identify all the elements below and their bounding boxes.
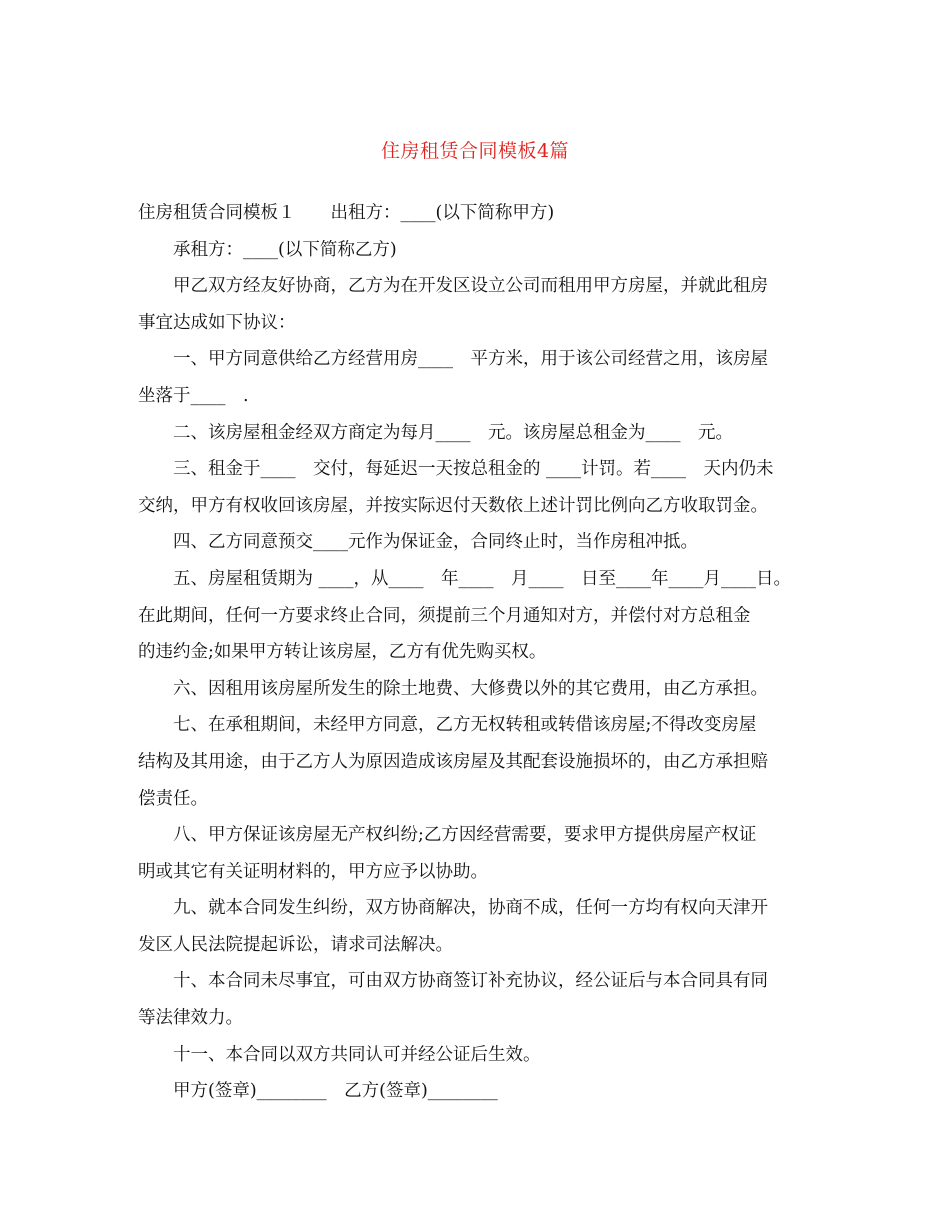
paragraph-line: 偿责任。 (138, 788, 208, 809)
signature-line: 甲方(签章)________ 乙方(签章)________ (173, 1081, 498, 1102)
paragraph-line: 明或其它有关证明材料的，甲方应予以协助。 (138, 861, 488, 882)
paragraph-line: 甲乙双方经友好协商，乙方为在开发区设立公司而租用甲方房屋，并就此租房 (173, 276, 768, 297)
paragraph-line: 事宜达成如下协议： (138, 312, 296, 333)
paragraph-line: 交纳，甲方有权收回该房屋，并按实际迟付天数依上述计罚比例向乙方收取罚金。 (138, 495, 768, 516)
paragraph-line: 发区人民法院提起诉讼，请求司法解决。 (138, 934, 453, 955)
paragraph-line: 承租方：____(以下简称乙方) (173, 239, 397, 260)
paragraph-line: 三、租金于____ 交付，每延迟一天按总租金的 ____计罚。若____ 天内仍未 (173, 459, 774, 480)
paragraph-line: 六、因租用该房屋所发生的除土地费、大修费以外的其它费用，由乙方承担。 (173, 678, 768, 699)
paragraph-line: 八、甲方保证该房屋无产权纠纷;乙方因经营需要，要求甲方提供房屋产权证 (173, 825, 757, 846)
paragraph-line: 九、就本合同发生纠纷，双方协商解决，协商不成，任何一方均有权向天津开 (173, 898, 768, 919)
paragraph-line: 坐落于____ . (138, 385, 249, 406)
paragraph-line: 二、该房屋租金经双方商定为每月____ 元。该房屋总租金为____ 元。 (173, 422, 733, 443)
paragraph-line: 十、本合同未尽事宜，可由双方协商签订补充协议，经公证后与本合同具有同 (173, 971, 768, 992)
paragraph-line: 十一、本合同以双方共同认可并经公证后生效。 (173, 1044, 541, 1065)
paragraph-line: 七、在承租期间，未经甲方同意，乙方无权转租或转借该房屋;不得改变房屋 (173, 715, 757, 736)
document-title: 住房租赁合同模板4篇 (380, 139, 570, 162)
paragraph-line: 住房租赁合同模板１ 出租方：____(以下简称甲方) (138, 203, 555, 223)
document-body (138, 195, 818, 1110)
paragraph-line: 四、乙方同意预交____元作为保证金，合同终止时，当作房租冲抵。 (173, 532, 698, 553)
paragraph-line: 等法律效力。 (138, 1008, 243, 1029)
paragraph-line: 五、房屋租赁期为 ____，从____ 年____ 月____ 日至____年____月____日。 (173, 568, 792, 589)
paragraph-line: 在此期间，任何一方要求终止合同，须提前三个月通知对方，并偿付对方总租金 (138, 605, 751, 626)
paragraph-line: 结构及其用途，由于乙方人为原因造成该房屋及其配套设施损坏的，由乙方承担赔 (138, 751, 768, 772)
paragraph-line: 一、甲方同意供给乙方经营用房____ 平方米，用于该公司经营之用，该房屋 (173, 349, 768, 370)
paragraph-line: 的违约金;如果甲方转让该房屋，乙方有优先购买权。 (138, 642, 547, 663)
